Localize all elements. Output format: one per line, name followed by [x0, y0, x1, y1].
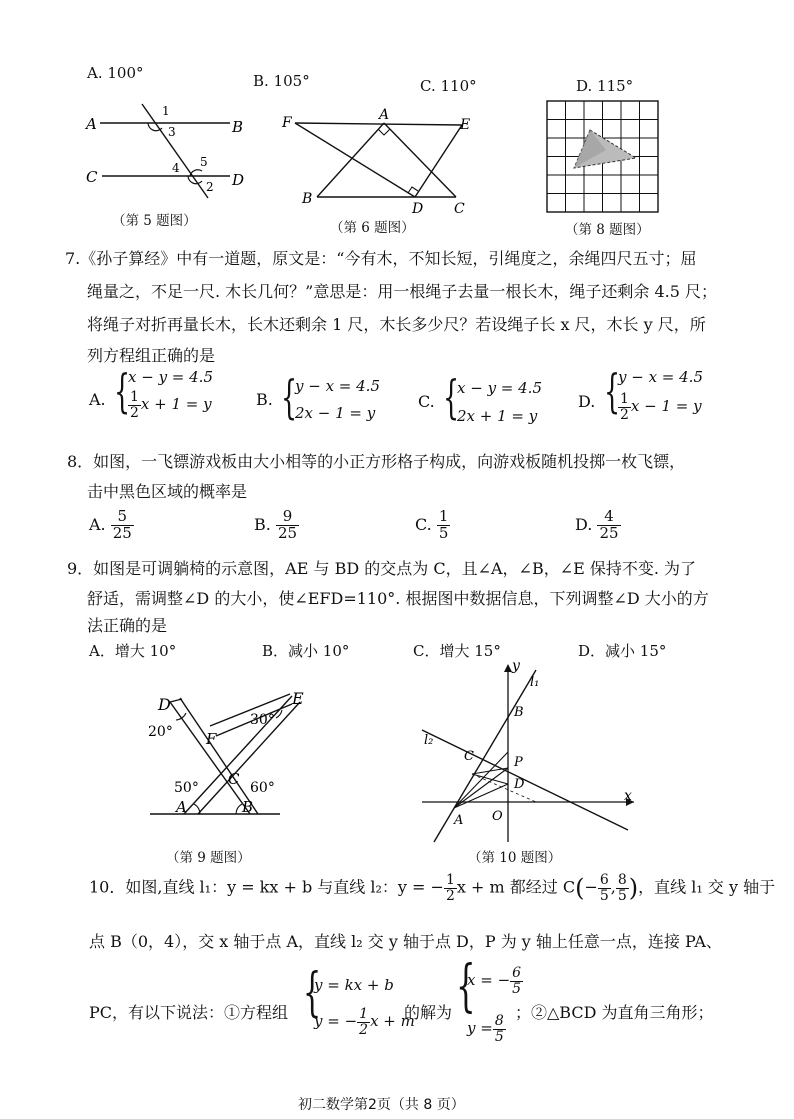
q7-option-b-eq1: y − x = 4.5	[295, 377, 380, 395]
q7-option-b-brace: {	[281, 370, 298, 424]
fig5-label-a: A	[86, 115, 97, 133]
fig6-label-e: E	[460, 117, 471, 133]
figure-5	[80, 98, 270, 203]
figure-9-chair	[140, 680, 320, 825]
fig10-label-b: B	[514, 705, 524, 720]
q6-option-d: D. 115°	[576, 77, 634, 95]
fig5-label-3: 3	[168, 125, 176, 139]
fig9-angle-30: 30°	[250, 712, 275, 728]
q7-option-a-eq2: $\frac{1}{2}$ x + 1 = y	[130, 389, 212, 421]
figure-10-coordinate-plot	[412, 660, 640, 845]
fig5-label-5: 5	[200, 155, 208, 169]
fig10-label-p: P	[514, 755, 523, 770]
q10-line-3-start: PC，有以下说法：①方程组	[89, 1003, 289, 1022]
q6-option-c: C. 110°	[420, 77, 477, 95]
fig5-label-d: D	[232, 171, 245, 189]
fig9-angle-50: 50°	[174, 780, 199, 796]
fig5-label-b: B	[232, 118, 244, 136]
q7-line-3: 将绳子对折再量长木，长木还剩余 1 尺，木长多少尺？若设绳子长 x 尺，木长 y 尺，所	[87, 315, 706, 334]
fig6-label-a: A	[379, 107, 390, 123]
q7-option-b-eq2: 2x − 1 = y	[295, 404, 376, 422]
q9-option-b: B．减小 10°	[262, 642, 350, 660]
fig6-label-f: F	[282, 115, 292, 131]
q7-line-2: 绳量之，不足一尺. 木长几何？”意思是：用一根绳子去量一根长木，绳子还剩余 4.5 尺；	[87, 282, 717, 301]
fig5-caption: （第 5 题图）	[112, 213, 197, 229]
q8-option-a: A. $\frac{5}{25}$	[89, 507, 132, 542]
fig10-label-c: C	[464, 749, 474, 764]
fig10-caption: （第 10 题图）	[468, 850, 562, 866]
fig9-label-d: D	[158, 695, 171, 714]
q9-option-d: D．减小 15°	[578, 642, 667, 660]
q8-option-b: B. $\frac{9}{25}$	[254, 507, 298, 542]
q9-line-3: 法正确的是	[87, 616, 168, 635]
q7-option-d-eq2: $\frac{1}{2}$ x − 1 = y	[620, 391, 702, 423]
fig10-label-d: D	[514, 777, 525, 792]
q10-line-3-mid: 的解为	[404, 1003, 453, 1022]
q10-line-3-end: ；②△BCD 为直角三角形；	[515, 1003, 714, 1022]
fig10-label-a: A	[454, 813, 464, 828]
fig10-label-o: O	[492, 809, 503, 824]
q8-option-d: D. $\frac{4}{25}$	[575, 507, 619, 542]
q7-option-a-eq1: x − y = 4.5	[128, 368, 213, 386]
q7-line-4: 列方程组正确的是	[87, 346, 216, 365]
q6-option-a: A. 100°	[87, 64, 144, 82]
figure-8-dartboard	[546, 100, 660, 214]
fig6-label-c: C	[454, 201, 465, 217]
q8-line-1: 8．如图，一飞镖游戏板由大小相等的小正方形格子构成，向游戏板随机投掷一枚飞镖，	[67, 452, 686, 471]
q10-solution-x: x = − $\frac{6}{5}$	[467, 965, 522, 997]
fig8-caption: （第 8 题图）	[565, 222, 650, 238]
q7-option-d-brace: {	[604, 364, 621, 418]
q7-option-c-eq1: x − y = 4.5	[457, 379, 542, 397]
q10-system-brace: {	[303, 963, 322, 1023]
fig10-label-x: x	[624, 788, 632, 804]
fig5-label-4: 4	[172, 161, 180, 175]
q7-option-a-label: A.	[89, 390, 106, 409]
fig5-label-2: 2	[206, 180, 214, 194]
q7-option-c-label: C.	[418, 392, 435, 411]
q7-option-c-eq2: 2x + 1 = y	[457, 407, 538, 425]
q9-option-c: C．增大 15°	[413, 642, 501, 660]
fig9-angle-20: 20°	[148, 724, 173, 740]
q10-solution-y: y = $\frac{8}{5}$	[467, 1013, 504, 1045]
q7-option-a-brace: {	[114, 364, 131, 418]
q9-line-1: 9．如图是可调躺椅的示意图，AE 与 BD 的交点为 C，且∠A，∠B，∠E 保持不变. 为了	[67, 559, 697, 578]
q7-option-b-label: B.	[256, 390, 273, 409]
fig9-label-e: E	[292, 689, 304, 708]
q10-system-eq2: y = − $\frac{1}{2}$ x + m	[314, 1006, 415, 1038]
q7-line-1: 7.《孙子算经》中有一道题，原文是：“今有木，不知长短，引绳度之，余绳四尺五寸；屈	[65, 249, 697, 268]
fig9-label-c: C	[228, 770, 240, 788]
fig6-caption: （第 6 题图）	[330, 220, 415, 236]
fig9-angle-60: 60°	[250, 780, 275, 796]
figure-6	[280, 105, 480, 217]
q7-option-d-eq1: y − x = 4.5	[618, 368, 703, 386]
page-footer: 初二数学第2页（共 8 页）	[298, 1097, 465, 1113]
fig9-caption: （第 9 题图）	[166, 850, 251, 866]
fig9-label-f: F	[206, 730, 217, 748]
fig5-label-1: 1	[162, 104, 170, 118]
fig10-label-l1: l₁	[530, 675, 540, 690]
q10-system-eq1: y = kx + b	[314, 976, 394, 994]
fig6-label-d: D	[412, 201, 424, 217]
fig9-label-a: A	[176, 798, 187, 816]
q10-solution-brace: {	[456, 954, 476, 1019]
fig6-label-b: B	[302, 191, 313, 207]
fig5-label-c: C	[86, 168, 98, 186]
q7-option-c-brace: {	[443, 370, 460, 424]
fig10-label-y: y	[512, 660, 520, 674]
fig10-label-l2: l₂	[424, 733, 434, 748]
q10-line-1: 10．如图,直线 l₁：y = kx + b 与直线 l₂：y = − $\frac{1}{2}$ x + m 都经过 C(− $\frac{6}{5}$ , $\frac{8}{5}$ )，直线 l₁ 交 y 轴于	[89, 872, 776, 904]
q8-option-c: C. $\frac{1}{5}$	[415, 507, 449, 542]
q10-line-2: 点 B（0，4），交 x 轴于点 A，直线 l₂ 交 y 轴于点 D，P 为 y 轴上任意一点，连接 PA、	[89, 932, 722, 951]
q7-option-d-label: D.	[578, 392, 596, 411]
q6-option-b: B. 105°	[253, 72, 310, 90]
q8-line-2: 击中黑色区域的概率是	[87, 482, 248, 501]
fig9-label-b: B	[242, 798, 254, 816]
q9-option-a: A．增大 10°	[89, 642, 177, 660]
q9-line-2: 舒适，需调整∠D 的大小，使∠EFD=110°. 根据图中数据信息，下列调整∠D 大小的方	[87, 589, 709, 608]
